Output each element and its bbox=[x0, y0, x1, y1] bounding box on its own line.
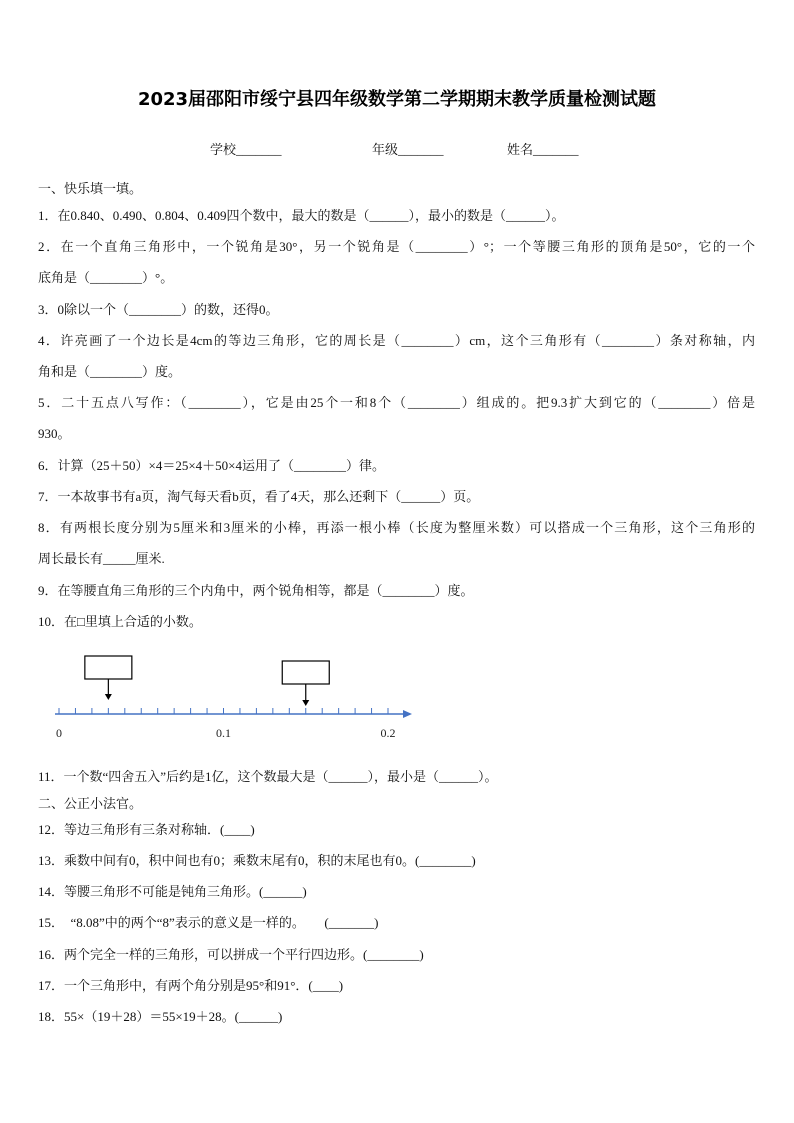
question-6-line-1: 6．计算（25＋50）×4＝25×4＋50×4运用了（________）律。 bbox=[38, 458, 385, 473]
question-12-line-1: 12．等边三角形有三条对称轴．(____) bbox=[38, 822, 255, 837]
question-4-line-1: 4．许亮画了一个边长是4cm的等边三角形，它的周长是（________）cm，这个三角形有（________）条对称轴，内 bbox=[38, 333, 755, 348]
question-9-line-1: 9．在等腰直角三角形的三个内角中，两个锐角相等，都是（________）度。 bbox=[38, 583, 474, 598]
question-4-line-2: 角和是（________）度。 bbox=[38, 364, 182, 379]
question-17-line-1: 17．一个三角形中，有两个角分别是95°和91°．(____) bbox=[38, 978, 344, 993]
number-line-label: 0.1 bbox=[216, 726, 231, 740]
answer-box bbox=[85, 656, 132, 679]
question-5-line-1: 5．二十五点八写作：（________），它是由25个一和8个（________）组成的。把9.3扩大到它的（________）倍是 bbox=[38, 395, 755, 410]
name-field: 姓名_______ bbox=[507, 142, 579, 157]
pointer-arrow-head bbox=[302, 700, 309, 706]
page-title: 2023届邵阳市绥宁县四年级数学第二学期期末教学质量检测试题 bbox=[137, 89, 657, 110]
grade-field: 年级_______ bbox=[372, 142, 444, 157]
number-line-label: 0 bbox=[56, 726, 62, 740]
question-8-line-1: 8．有两根长度分别为5厘米和3厘米的小棒，再添一根小棒（长度为整厘米数）可以搭成一个三角形，这个三角形的 bbox=[38, 520, 755, 535]
question-1-line-1: 1．在0.840、0.490、0.804、0.409四个数中，最大的数是（______），最小的数是（______）。 bbox=[38, 208, 565, 223]
number-line-figure bbox=[40, 640, 430, 750]
school-field: 学校_______ bbox=[210, 142, 282, 157]
question-2-line-2: 底角是（________）°。 bbox=[38, 270, 174, 285]
answer-box bbox=[282, 661, 329, 684]
number-line-arrowhead bbox=[403, 710, 412, 718]
question-11-line-1: 11．一个数“四舍五入”后约是1亿，这个数最大是（______），最小是（______）。 bbox=[38, 769, 498, 784]
pointer-arrow-head bbox=[105, 694, 112, 700]
question-2-line-1: 2．在一个直角三角形中，一个锐角是30°，另一个锐角是（________）°；一个等腰三角形的顶角是50°，它的一个 bbox=[38, 239, 755, 254]
question-5-line-2: 930。 bbox=[38, 426, 71, 441]
question-10-line-1: 10．在□里填上合适的小数。 bbox=[38, 614, 202, 629]
question-15-line-1: 15． “8.08”中的两个“8”表示的意义是一样的。 (_______) bbox=[38, 915, 379, 930]
question-18-line-1: 18．55×（19＋28）＝55×19＋28。(______) bbox=[38, 1009, 283, 1024]
question-8-line-2: 周长最长有_____厘米. bbox=[38, 551, 165, 566]
section-heading-1: 一、快乐填一填。 bbox=[38, 181, 143, 196]
question-13-line-1: 13．乘数中间有0，积中间也有0；乘数末尾有0，积的末尾也有0。(________) bbox=[38, 853, 476, 868]
number-line-label: 0.2 bbox=[380, 726, 396, 740]
section-heading-2: 二、公正小法官。 bbox=[38, 796, 143, 811]
question-14-line-1: 14．等腰三角形不可能是钝角三角形。(______) bbox=[38, 884, 307, 899]
question-3-line-1: 3．0除以一个（________）的数，还得0。 bbox=[38, 302, 279, 317]
question-7-line-1: 7．一本故事书有a页，淘气每天看b页，看了4天，那么还剩下（______）页。 bbox=[38, 489, 480, 504]
question-16-line-1: 16．两个完全一样的三角形，可以拼成一个平行四边形。(________) bbox=[38, 947, 424, 962]
